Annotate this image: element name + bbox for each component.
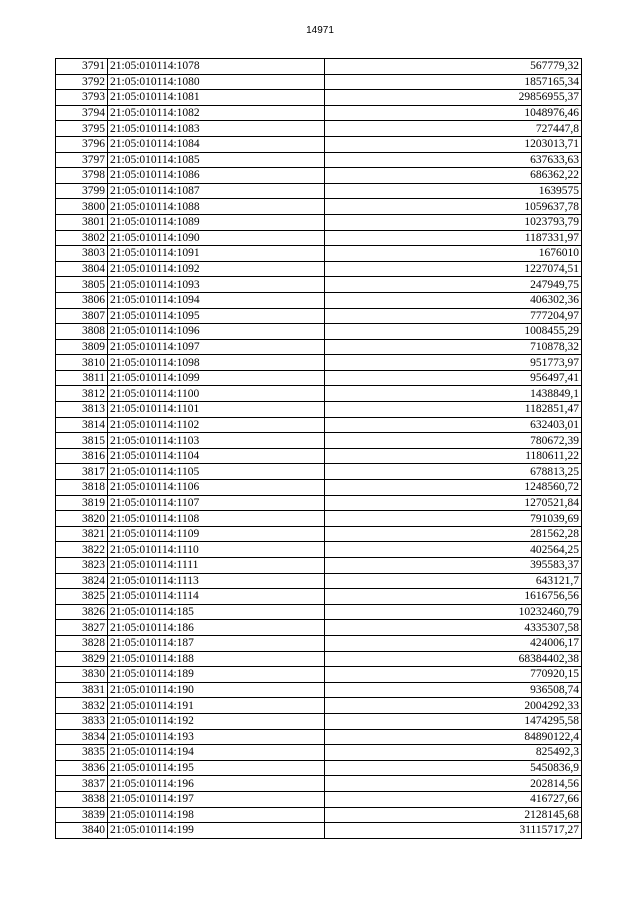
table-row <box>56 292 582 308</box>
cadastral-value-cell: 643121,7 <box>325 573 582 589</box>
table-row <box>56 402 582 418</box>
cadastral-number-cell: 21:05:010114:1106 <box>108 480 325 496</box>
cadastral-number-cell: 21:05:010114:189 <box>108 667 325 683</box>
cadastral-number-cell: 21:05:010114:1102 <box>108 417 325 433</box>
table-row <box>56 682 582 698</box>
cadastral-number-cell: 21:05:010114:1078 <box>108 59 325 75</box>
row-number-cell: 3798 <box>56 168 108 184</box>
cadastral-number-cell: 21:05:010114:193 <box>108 729 325 745</box>
row-number-cell: 3839 <box>56 807 108 823</box>
table-row <box>56 433 582 449</box>
cadastral-value-cell: 1059637,78 <box>325 199 582 215</box>
table-row <box>56 324 582 340</box>
row-number-cell: 3800 <box>56 199 108 215</box>
row-number-cell: 3818 <box>56 480 108 496</box>
cadastral-number-cell: 21:05:010114:1085 <box>108 152 325 168</box>
cadastral-number-cell: 21:05:010114:1103 <box>108 433 325 449</box>
cadastral-number-cell: 21:05:010114:1113 <box>108 573 325 589</box>
cadastral-value-cell: 281562,28 <box>325 526 582 542</box>
cadastral-value-cell: 567779,32 <box>325 59 582 75</box>
cadastral-number-cell: 21:05:010114:1114 <box>108 589 325 605</box>
cadastral-value-cell: 1857165,34 <box>325 74 582 90</box>
cadastral-value-cell: 247949,75 <box>325 277 582 293</box>
table-row <box>56 90 582 106</box>
cadastral-number-cell: 21:05:010114:198 <box>108 807 325 823</box>
table-row <box>56 261 582 277</box>
cadastral-value-cell: 637633,63 <box>325 152 582 168</box>
cadastral-number-cell: 21:05:010114:1080 <box>108 74 325 90</box>
cadastral-number-cell: 21:05:010114:196 <box>108 776 325 792</box>
table-row <box>56 745 582 761</box>
row-number-cell: 3803 <box>56 246 108 262</box>
table-row <box>56 417 582 433</box>
cadastral-value-cell: 5450836,9 <box>325 760 582 776</box>
table-row <box>56 667 582 683</box>
table-row <box>56 604 582 620</box>
table-row <box>56 355 582 371</box>
cadastral-value-cell: 770920,15 <box>325 667 582 683</box>
row-number-cell: 3811 <box>56 370 108 386</box>
row-number-cell: 3791 <box>56 59 108 75</box>
table-row <box>56 183 582 199</box>
row-number-cell: 3814 <box>56 417 108 433</box>
row-number-cell: 3840 <box>56 823 108 839</box>
cadastral-number-cell: 21:05:010114:191 <box>108 698 325 714</box>
cadastral-value-cell: 1182851,47 <box>325 402 582 418</box>
cadastral-value-cell: 424006,17 <box>325 635 582 651</box>
cadastral-number-cell: 21:05:010114:187 <box>108 635 325 651</box>
cadastral-number-cell: 21:05:010114:1081 <box>108 90 325 106</box>
cadastral-value-cell: 1474295,58 <box>325 713 582 729</box>
row-number-cell: 3805 <box>56 277 108 293</box>
row-number-cell: 3809 <box>56 339 108 355</box>
table-row <box>56 230 582 246</box>
cadastral-value-cell: 1048976,46 <box>325 105 582 121</box>
table-row <box>56 542 582 558</box>
cadastral-number-cell: 21:05:010114:1108 <box>108 511 325 527</box>
cadastral-value-cell: 1676010 <box>325 246 582 262</box>
table-row <box>56 480 582 496</box>
cadastral-value-cell: 780672,39 <box>325 433 582 449</box>
cadastral-value-cell: 31115717,27 <box>325 823 582 839</box>
row-number-cell: 3822 <box>56 542 108 558</box>
table-row <box>56 776 582 792</box>
row-number-cell: 3812 <box>56 386 108 402</box>
cadastral-value-cell: 1616756,56 <box>325 589 582 605</box>
cadastral-value-cell: 791039,69 <box>325 511 582 527</box>
cadastral-number-cell: 21:05:010114:1083 <box>108 121 325 137</box>
cadastral-number-cell: 21:05:010114:190 <box>108 682 325 698</box>
table-row <box>56 152 582 168</box>
cadastral-number-cell: 21:05:010114:1086 <box>108 168 325 184</box>
table-row <box>56 573 582 589</box>
table-row <box>56 59 582 75</box>
table-row <box>56 277 582 293</box>
cadastral-value-cell: 686362,22 <box>325 168 582 184</box>
row-number-cell: 3794 <box>56 105 108 121</box>
cadastral-value-cell: 1180611,22 <box>325 448 582 464</box>
row-number-cell: 3828 <box>56 635 108 651</box>
row-number-cell: 3796 <box>56 136 108 152</box>
cadastral-value-cell: 951773,97 <box>325 355 582 371</box>
cadastral-value-cell: 1639575 <box>325 183 582 199</box>
row-number-cell: 3833 <box>56 713 108 729</box>
cadastral-number-cell: 21:05:010114:1099 <box>108 370 325 386</box>
cadastral-value-cell: 777204,97 <box>325 308 582 324</box>
row-number-cell: 3815 <box>56 433 108 449</box>
cadastral-number-cell: 21:05:010114:1093 <box>108 277 325 293</box>
row-number-cell: 3806 <box>56 292 108 308</box>
cadastral-value-cell: 727447,8 <box>325 121 582 137</box>
cadastral-value-cell: 29856955,37 <box>325 90 582 106</box>
cadastral-number-cell: 21:05:010114:1107 <box>108 495 325 511</box>
cadastral-number-cell: 21:05:010114:1109 <box>108 526 325 542</box>
cadastral-value-cell: 936508,74 <box>325 682 582 698</box>
table-row <box>56 526 582 542</box>
row-number-cell: 3819 <box>56 495 108 511</box>
cadastral-number-cell: 21:05:010114:197 <box>108 791 325 807</box>
row-number-cell: 3808 <box>56 324 108 340</box>
cadastral-value-cell: 406302,36 <box>325 292 582 308</box>
row-number-cell: 3837 <box>56 776 108 792</box>
cadastral-value-cell: 395583,37 <box>325 558 582 574</box>
cadastral-number-cell: 21:05:010114:1111 <box>108 558 325 574</box>
cadastral-number-cell: 21:05:010114:1094 <box>108 292 325 308</box>
page-number: 14971 <box>306 25 334 36</box>
table-row <box>56 339 582 355</box>
cadastral-number-cell: 21:05:010114:1104 <box>108 448 325 464</box>
cadastral-number-cell: 21:05:010114:195 <box>108 760 325 776</box>
row-number-cell: 3827 <box>56 620 108 636</box>
row-number-cell: 3813 <box>56 402 108 418</box>
cadastral-number-cell: 21:05:010114:1100 <box>108 386 325 402</box>
table-body <box>56 59 582 839</box>
table-row <box>56 495 582 511</box>
table-row <box>56 558 582 574</box>
table-row <box>56 823 582 839</box>
cadastral-value-cell: 4335307,58 <box>325 620 582 636</box>
table-row <box>56 713 582 729</box>
cadastral-value-cell: 1438849,1 <box>325 386 582 402</box>
table-row <box>56 698 582 714</box>
cadastral-value-cell: 1008455,29 <box>325 324 582 340</box>
table-row <box>56 308 582 324</box>
row-number-cell: 3831 <box>56 682 108 698</box>
row-number-cell: 3823 <box>56 558 108 574</box>
table-row <box>56 246 582 262</box>
cadastral-value-cell: 1023793,79 <box>325 214 582 230</box>
row-number-cell: 3801 <box>56 214 108 230</box>
cadastral-number-cell: 21:05:010114:1095 <box>108 308 325 324</box>
cadastral-value-cell: 2004292,33 <box>325 698 582 714</box>
row-number-cell: 3799 <box>56 183 108 199</box>
row-number-cell: 3832 <box>56 698 108 714</box>
table-row <box>56 136 582 152</box>
cadastral-value-cell: 10232460,79 <box>325 604 582 620</box>
row-number-cell: 3834 <box>56 729 108 745</box>
row-number-cell: 3804 <box>56 261 108 277</box>
cadastral-value-cell: 1187331,97 <box>325 230 582 246</box>
cadastral-number-cell: 21:05:010114:194 <box>108 745 325 761</box>
cadastral-value-cell: 632403,01 <box>325 417 582 433</box>
cadastral-number-cell: 21:05:010114:186 <box>108 620 325 636</box>
row-number-cell: 3807 <box>56 308 108 324</box>
table-row <box>56 370 582 386</box>
cadastral-value-cell: 2128145,68 <box>325 807 582 823</box>
table-row <box>56 74 582 90</box>
cadastral-number-cell: 21:05:010114:1092 <box>108 261 325 277</box>
cadastral-value-cell: 416727,66 <box>325 791 582 807</box>
table-row <box>56 168 582 184</box>
cadastral-number-cell: 21:05:010114:1087 <box>108 183 325 199</box>
row-number-cell: 3816 <box>56 448 108 464</box>
row-number-cell: 3802 <box>56 230 108 246</box>
cadastral-number-cell: 21:05:010114:1097 <box>108 339 325 355</box>
table-row <box>56 386 582 402</box>
cadastral-number-cell: 21:05:010114:185 <box>108 604 325 620</box>
cadastral-value-cell: 84890122,4 <box>325 729 582 745</box>
row-number-cell: 3793 <box>56 90 108 106</box>
row-number-cell: 3821 <box>56 526 108 542</box>
cadastral-number-cell: 21:05:010114:1091 <box>108 246 325 262</box>
cadastral-value-cell: 68384402,38 <box>325 651 582 667</box>
cadastral-value-cell: 678813,25 <box>325 464 582 480</box>
row-number-cell: 3835 <box>56 745 108 761</box>
cadastral-value-cell: 402564,25 <box>325 542 582 558</box>
table-row <box>56 121 582 137</box>
cadastral-number-cell: 21:05:010114:192 <box>108 713 325 729</box>
table-row <box>56 791 582 807</box>
table-row <box>56 448 582 464</box>
table-row <box>56 199 582 215</box>
cadastral-value-cell: 1248560,72 <box>325 480 582 496</box>
table-row <box>56 105 582 121</box>
cadastral-number-cell: 21:05:010114:1096 <box>108 324 325 340</box>
table-row <box>56 214 582 230</box>
cadastral-value-cell: 956497,41 <box>325 370 582 386</box>
cadastral-value-table <box>55 58 582 839</box>
table-row <box>56 635 582 651</box>
row-number-cell: 3836 <box>56 760 108 776</box>
cadastral-number-cell: 21:05:010114:1105 <box>108 464 325 480</box>
cadastral-number-cell: 21:05:010114:199 <box>108 823 325 839</box>
row-number-cell: 3829 <box>56 651 108 667</box>
row-number-cell: 3820 <box>56 511 108 527</box>
table-row <box>56 807 582 823</box>
cadastral-number-cell: 21:05:010114:1082 <box>108 105 325 121</box>
table-row <box>56 760 582 776</box>
cadastral-value-cell: 1270521,84 <box>325 495 582 511</box>
row-number-cell: 3830 <box>56 667 108 683</box>
row-number-cell: 3838 <box>56 791 108 807</box>
table-row <box>56 589 582 605</box>
table-row <box>56 464 582 480</box>
cadastral-value-cell: 202814,56 <box>325 776 582 792</box>
table-row <box>56 620 582 636</box>
cadastral-number-cell: 21:05:010114:1084 <box>108 136 325 152</box>
row-number-cell: 3795 <box>56 121 108 137</box>
row-number-cell: 3797 <box>56 152 108 168</box>
cadastral-value-cell: 710878,32 <box>325 339 582 355</box>
cadastral-value-cell: 1227074,51 <box>325 261 582 277</box>
table-row <box>56 651 582 667</box>
cadastral-number-cell: 21:05:010114:1089 <box>108 214 325 230</box>
row-number-cell: 3792 <box>56 74 108 90</box>
cadastral-value-cell: 1203013,71 <box>325 136 582 152</box>
table-row <box>56 511 582 527</box>
row-number-cell: 3824 <box>56 573 108 589</box>
table-row <box>56 729 582 745</box>
cadastral-number-cell: 21:05:010114:188 <box>108 651 325 667</box>
cadastral-number-cell: 21:05:010114:1098 <box>108 355 325 371</box>
row-number-cell: 3825 <box>56 589 108 605</box>
cadastral-value-cell: 825492,3 <box>325 745 582 761</box>
cadastral-number-cell: 21:05:010114:1110 <box>108 542 325 558</box>
cadastral-number-cell: 21:05:010114:1101 <box>108 402 325 418</box>
row-number-cell: 3817 <box>56 464 108 480</box>
row-number-cell: 3826 <box>56 604 108 620</box>
cadastral-number-cell: 21:05:010114:1090 <box>108 230 325 246</box>
row-number-cell: 3810 <box>56 355 108 371</box>
cadastral-number-cell: 21:05:010114:1088 <box>108 199 325 215</box>
